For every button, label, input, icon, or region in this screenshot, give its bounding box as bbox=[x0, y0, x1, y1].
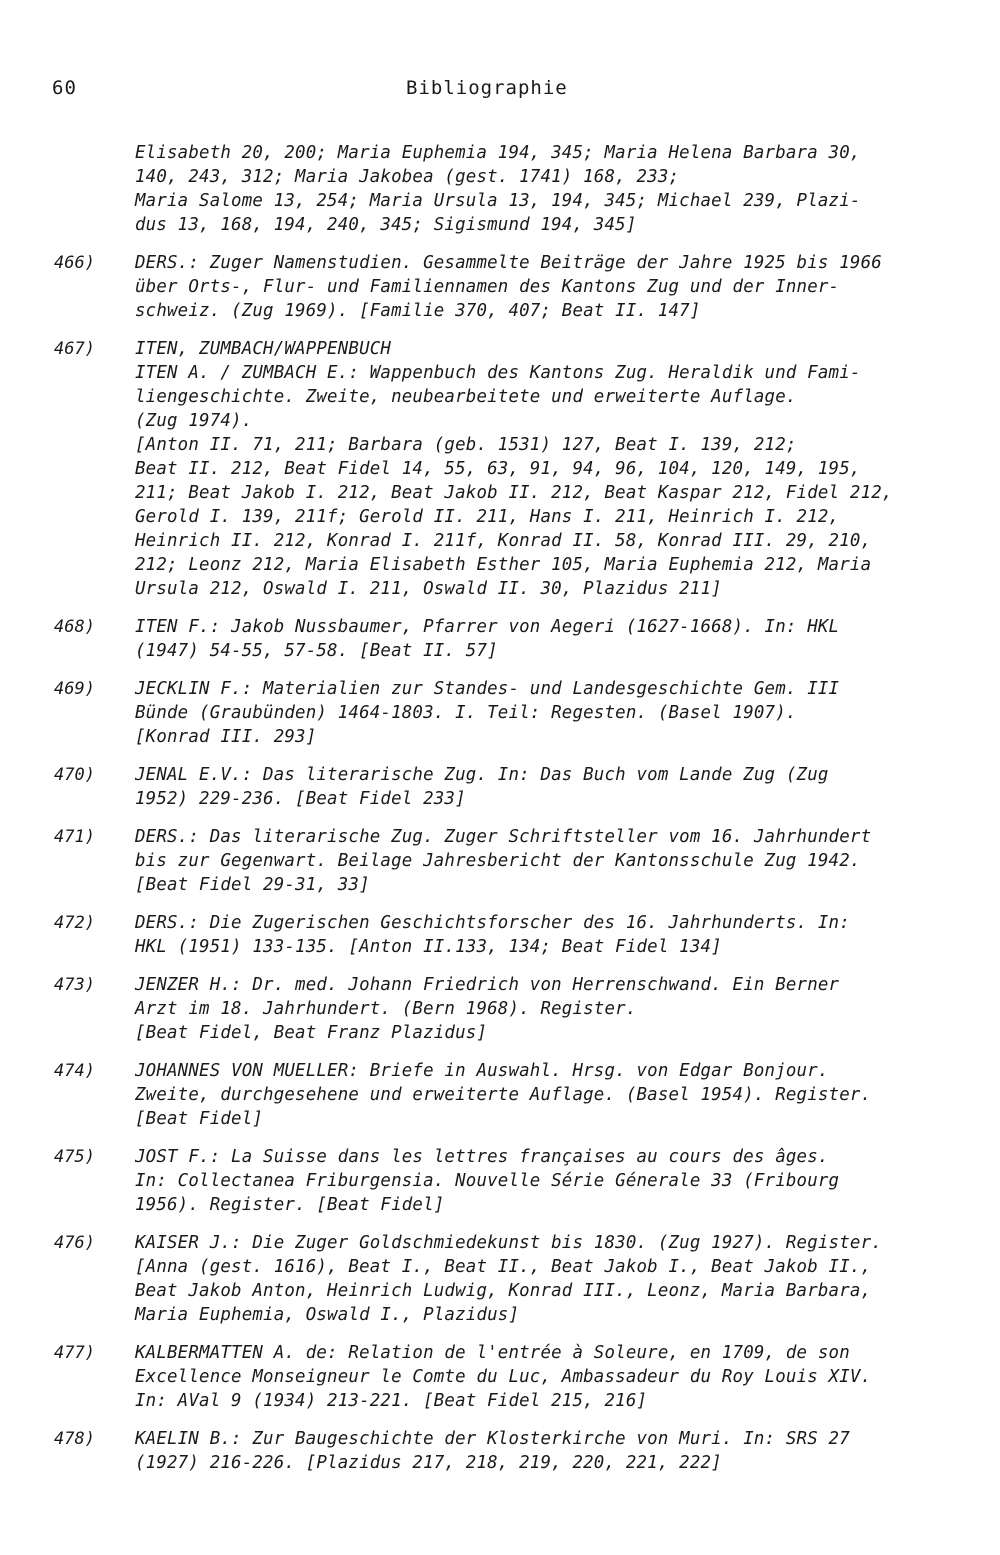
running-header: Bibliographie bbox=[406, 77, 568, 99]
bibliography-entry bbox=[0, 911, 1000, 959]
entry-line: Bünde (Graubünden) 1464-1803. I. Teil: Regesten. (Basel 1907). bbox=[135, 703, 797, 723]
entry-line: JENAL E.V.: Das literarische Zug. In: Das Buch vom Lande Zug (Zug bbox=[135, 765, 829, 785]
entry-line: bis zur Gegenwart. Beilage Jahresbericht der Kantonsschule Zug 1942. bbox=[135, 851, 861, 871]
bibliography-entry bbox=[0, 1427, 1000, 1475]
bibliography-entry bbox=[0, 1341, 1000, 1413]
entry-line: Arzt im 18. Jahrhundert. (Bern 1968). Register. bbox=[135, 999, 637, 1019]
entry-line: Ursula 212, Oswald I. 211, Oswald II. 30, Plazidus 211] bbox=[135, 579, 722, 599]
entry-text bbox=[135, 141, 955, 237]
bibliography-entry bbox=[0, 337, 1000, 601]
entry-number: 476) bbox=[54, 1233, 95, 1253]
entry-line: Zweite, durchgesehene und erweiterte Auflage. (Basel 1954). Register. bbox=[135, 1085, 872, 1105]
entry-line: Maria Euphemia, Oswald I., Plazidus] bbox=[135, 1305, 520, 1325]
page-number: 60 bbox=[52, 77, 77, 99]
entry-line: (Zug 1974). bbox=[135, 411, 253, 431]
entry-line: HKL (1951) 133-135. [Anton II.133, 134; Beat Fidel 134] bbox=[135, 937, 722, 957]
entry-text bbox=[135, 911, 955, 959]
entry-line: (1927) 216-226. [Plazidus 217, 218, 219, 220, 221, 222] bbox=[135, 1453, 722, 1473]
entry-line: dus 13, 168, 194, 240, 345; Sigismund 194, 345] bbox=[135, 215, 637, 235]
bibliography-entry bbox=[0, 1145, 1000, 1217]
bibliography-entry bbox=[0, 615, 1000, 663]
entry-text bbox=[135, 1231, 955, 1327]
entry-line: In: AVal 9 (1934) 213-221. [Beat Fidel 215, 216] bbox=[135, 1391, 648, 1411]
entry-text bbox=[135, 973, 955, 1045]
entry-line: schweiz. (Zug 1969). [Familie 370, 407; Beat II. 147] bbox=[135, 301, 701, 321]
entry-text bbox=[135, 1059, 955, 1131]
entry-line: KAELIN B.: Zur Baugeschichte der Klosterkirche von Muri. In: SRS 27 bbox=[135, 1429, 850, 1449]
entry-line: JOST F.: La Suisse dans les lettres françaises au cours des âges. bbox=[135, 1147, 829, 1167]
entry-line: (1947) 54-55, 57-58. [Beat II. 57] bbox=[135, 641, 498, 661]
entry-line: In: Collectanea Friburgensia. Nouvelle Série Génerale 33 (Fribourg bbox=[135, 1171, 840, 1191]
entry-text bbox=[135, 825, 955, 897]
entry-line: JOHANNES VON MUELLER: Briefe in Auswahl. Hrsg. von Edgar Bonjour. bbox=[135, 1061, 829, 1081]
entry-line: 1956). Register. [Beat Fidel] bbox=[135, 1195, 445, 1215]
entry-number: 471) bbox=[54, 827, 95, 847]
entry-number: 478) bbox=[54, 1429, 95, 1449]
entry-text bbox=[135, 763, 955, 811]
entry-line: liengeschichte. Zweite, neubearbeitete und erweiterte Auflage. bbox=[135, 387, 797, 407]
entry-line: [Beat Fidel 29-31, 33] bbox=[135, 875, 370, 895]
entry-number: 468) bbox=[54, 617, 95, 637]
entry-number: 467) bbox=[54, 339, 95, 359]
entry-text bbox=[135, 337, 955, 601]
bibliography-entry bbox=[0, 677, 1000, 749]
bibliography-entry bbox=[0, 1059, 1000, 1131]
entry-number: 469) bbox=[54, 679, 95, 699]
entry-line: ITEN A. / ZUMBACH E.: Wappenbuch des Kantons Zug. Heraldik und Fami- bbox=[135, 363, 861, 383]
entry-line: Maria Salome 13, 254; Maria Ursula 13, 194, 345; Michael 239, Plazi- bbox=[135, 191, 861, 211]
entry-line: Gerold I. 139, 211f; Gerold II. 211, Hans I. 211, Heinrich I. 212, bbox=[135, 507, 840, 527]
entry-number: 477) bbox=[54, 1343, 95, 1363]
entry-text bbox=[135, 1341, 955, 1413]
bibliography-entry bbox=[0, 141, 1000, 237]
entry-line: [Beat Fidel] bbox=[135, 1109, 264, 1129]
entry-line: ITEN F.: Jakob Nussbaumer, Pfarrer von Aegeri (1627-1668). In: HKL bbox=[135, 617, 840, 637]
entry-line: 140, 243, 312; Maria Jakobea (gest. 1741) 168, 233; bbox=[135, 167, 680, 187]
entry-number: 474) bbox=[54, 1061, 95, 1081]
entry-text bbox=[135, 251, 955, 323]
entry-line: 211; Beat Jakob I. 212, Beat Jakob II. 212, Beat Kaspar 212, Fidel 212, bbox=[135, 483, 893, 503]
entry-line: DERS.: Zuger Namenstudien. Gesammelte Beiträge der Jahre 1925 bis 1966 bbox=[135, 253, 882, 273]
entry-line: JENZER H.: Dr. med. Johann Friedrich von Herrenschwand. Ein Berner bbox=[135, 975, 840, 995]
entry-line: [Konrad III. 293] bbox=[135, 727, 317, 747]
entry-line: KALBERMATTEN A. de: Relation de l'entrée à Soleure, en 1709, de son bbox=[135, 1343, 850, 1363]
bibliography-entry bbox=[0, 1231, 1000, 1327]
entry-text bbox=[135, 1427, 955, 1475]
entry-text bbox=[135, 677, 955, 749]
entry-line: 212; Leonz 212, Maria Elisabeth Esther 105, Maria Euphemia 212, Maria bbox=[135, 555, 872, 575]
entry-line: Heinrich II. 212, Konrad I. 211f, Konrad II. 58, Konrad III. 29, 210, bbox=[135, 531, 872, 551]
entry-line: Beat II. 212, Beat Fidel 14, 55, 63, 91, 94, 96, 104, 120, 149, 195, bbox=[135, 459, 861, 479]
entry-line: KAISER J.: Die Zuger Goldschmiedekunst bis 1830. (Zug 1927). Register. bbox=[135, 1233, 882, 1253]
entry-line: [Anna (gest. 1616), Beat I., Beat II., Beat Jakob I., Beat Jakob II., bbox=[135, 1257, 872, 1277]
bibliography-entry bbox=[0, 763, 1000, 811]
entry-line: DERS.: Das literarische Zug. Zuger Schriftsteller vom 16. Jahrhundert bbox=[135, 827, 872, 847]
entry-line: Beat Jakob Anton, Heinrich Ludwig, Konrad III., Leonz, Maria Barbara, bbox=[135, 1281, 872, 1301]
entry-line: DERS.: Die Zugerischen Geschichtsforscher des 16. Jahrhunderts. In: bbox=[135, 913, 850, 933]
entry-line: ITEN, ZUMBACH/WAPPENBUCH bbox=[135, 339, 392, 359]
bibliography-entries bbox=[0, 141, 1000, 1489]
entry-line: JECKLIN F.: Materialien zur Standes- und Landesgeschichte Gem. III bbox=[135, 679, 840, 699]
entry-number: 475) bbox=[54, 1147, 95, 1167]
entry-line: Elisabeth 20, 200; Maria Euphemia 194, 345; Maria Helena Barbara 30, bbox=[135, 143, 861, 163]
entry-line: Excellence Monseigneur le Comte du Luc, Ambassadeur du Roy Louis XIV. bbox=[135, 1367, 872, 1387]
entry-text bbox=[135, 1145, 955, 1217]
bibliography-entry bbox=[0, 251, 1000, 323]
entry-line: über Orts-, Flur- und Familiennamen des Kantons Zug und der Inner- bbox=[135, 277, 840, 297]
bibliography-entry bbox=[0, 973, 1000, 1045]
bibliography-entry bbox=[0, 825, 1000, 897]
entry-number: 473) bbox=[54, 975, 95, 995]
entry-line: [Anton II. 71, 211; Barbara (geb. 1531) 127, Beat I. 139, 212; bbox=[135, 435, 797, 455]
entry-text bbox=[135, 615, 955, 663]
entry-line: [Beat Fidel, Beat Franz Plazidus] bbox=[135, 1023, 488, 1043]
entry-number: 472) bbox=[54, 913, 95, 933]
entry-number: 470) bbox=[54, 765, 95, 785]
entry-number: 466) bbox=[54, 253, 95, 273]
entry-line: 1952) 229-236. [Beat Fidel 233] bbox=[135, 789, 466, 809]
